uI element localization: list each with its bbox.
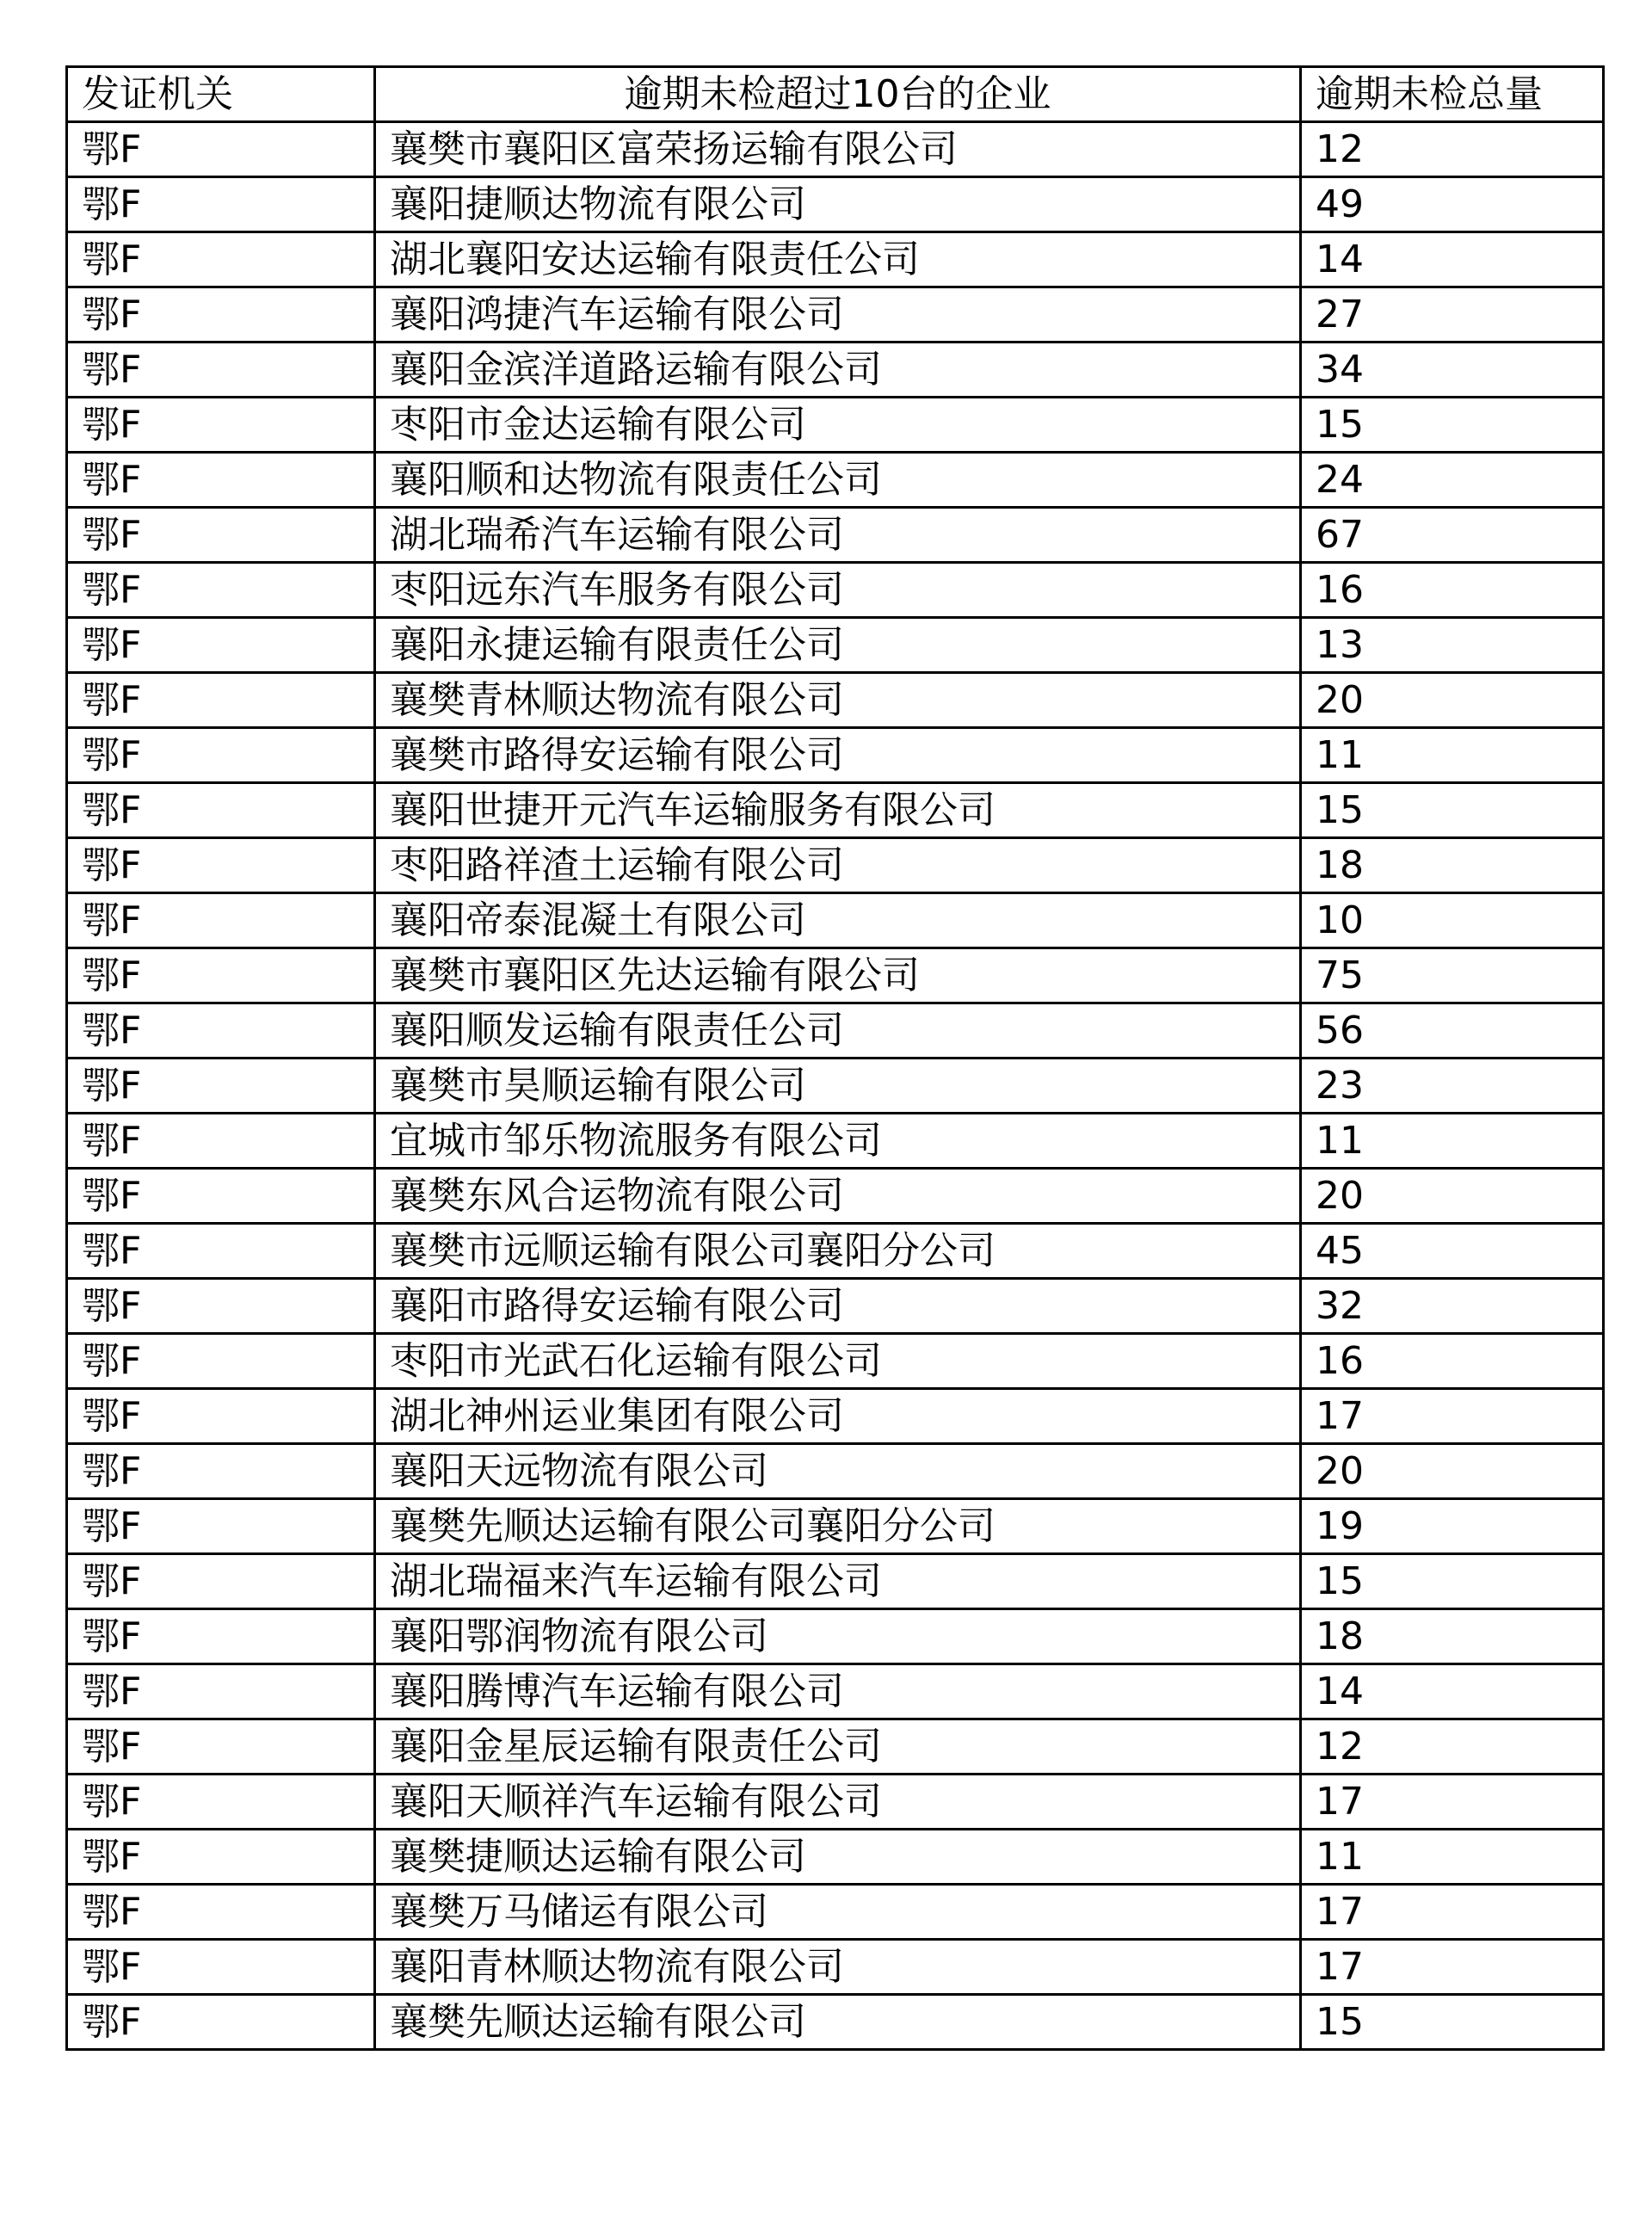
cell-authority: 鄂F (67, 838, 375, 893)
cell-authority: 鄂F (67, 1499, 375, 1554)
cell-company: 襄阳顺和达物流有限责任公司 (375, 453, 1301, 508)
cell-company: 襄阳市路得安运输有限公司 (375, 1279, 1301, 1334)
cell-authority: 鄂F (67, 948, 375, 1003)
table-row (67, 398, 1604, 453)
cell-total: 19 (1301, 1499, 1604, 1554)
table-row (67, 783, 1604, 838)
cell-total: 15 (1301, 398, 1604, 453)
table-row (67, 177, 1604, 232)
cell-company: 襄阳鄂润物流有限公司 (375, 1609, 1301, 1664)
cell-authority: 鄂F (67, 398, 375, 453)
table-row (67, 728, 1604, 783)
cell-total: 20 (1301, 1444, 1604, 1499)
cell-authority: 鄂F (67, 618, 375, 673)
cell-company: 湖北瑞福来汽车运输有限公司 (375, 1554, 1301, 1609)
cell-authority: 鄂F (67, 1059, 375, 1114)
cell-company: 枣阳远东汽车服务有限公司 (375, 563, 1301, 618)
cell-company: 襄阳金滨洋道路运输有限公司 (375, 343, 1301, 398)
cell-authority: 鄂F (67, 673, 375, 728)
header-company: 逾期未检超过10台的企业 (375, 67, 1301, 122)
cell-authority: 鄂F (67, 563, 375, 618)
cell-total: 11 (1301, 728, 1604, 783)
cell-company: 襄樊市路得安运输有限公司 (375, 728, 1301, 783)
cell-authority: 鄂F (67, 508, 375, 563)
cell-total: 10 (1301, 893, 1604, 948)
table-row (67, 563, 1604, 618)
cell-authority: 鄂F (67, 893, 375, 948)
table-row (67, 1885, 1604, 1940)
cell-authority: 鄂F (67, 1885, 375, 1940)
cell-authority: 鄂F (67, 1554, 375, 1609)
cell-total: 12 (1301, 122, 1604, 177)
cell-authority: 鄂F (67, 1444, 375, 1499)
cell-company: 襄阳帝泰混凝土有限公司 (375, 893, 1301, 948)
cell-total: 20 (1301, 673, 1604, 728)
cell-authority: 鄂F (67, 1169, 375, 1224)
cell-total: 18 (1301, 838, 1604, 893)
cell-company: 襄阳世捷开元汽车运输服务有限公司 (375, 783, 1301, 838)
cell-company: 襄阳天远物流有限公司 (375, 1444, 1301, 1499)
cell-company: 湖北瑞希汽车运输有限公司 (375, 508, 1301, 563)
cell-total: 15 (1301, 1995, 1604, 2050)
table-row (67, 343, 1604, 398)
cell-total: 56 (1301, 1003, 1604, 1059)
cell-authority: 鄂F (67, 232, 375, 287)
cell-total: 32 (1301, 1279, 1604, 1334)
cell-total: 11 (1301, 1830, 1604, 1885)
overdue-inspection-table (65, 65, 1605, 2051)
cell-company: 襄樊市远顺运输有限公司襄阳分公司 (375, 1224, 1301, 1279)
table-row (67, 122, 1604, 177)
cell-total: 49 (1301, 177, 1604, 232)
cell-authority: 鄂F (67, 177, 375, 232)
table-row (67, 1499, 1604, 1554)
cell-total: 27 (1301, 287, 1604, 343)
cell-company: 湖北神州运业集团有限公司 (375, 1389, 1301, 1444)
cell-company: 襄樊市襄阳区富荣扬运输有限公司 (375, 122, 1301, 177)
cell-authority: 鄂F (67, 1389, 375, 1444)
table-row (67, 1279, 1604, 1334)
cell-total: 17 (1301, 1775, 1604, 1830)
cell-company: 襄樊市襄阳区先达运输有限公司 (375, 948, 1301, 1003)
cell-company: 襄樊青林顺达物流有限公司 (375, 673, 1301, 728)
cell-total: 34 (1301, 343, 1604, 398)
table-row (67, 1059, 1604, 1114)
cell-authority: 鄂F (67, 1664, 375, 1719)
cell-total: 14 (1301, 232, 1604, 287)
table-row (67, 1444, 1604, 1499)
cell-authority: 鄂F (67, 343, 375, 398)
cell-company: 襄樊先顺达运输有限公司襄阳分公司 (375, 1499, 1301, 1554)
table-row (67, 948, 1604, 1003)
table-row (67, 673, 1604, 728)
cell-total: 67 (1301, 508, 1604, 563)
cell-authority: 鄂F (67, 1224, 375, 1279)
table-row (67, 1169, 1604, 1224)
cell-authority: 鄂F (67, 1775, 375, 1830)
cell-total: 18 (1301, 1609, 1604, 1664)
cell-total: 20 (1301, 1169, 1604, 1224)
cell-authority: 鄂F (67, 1334, 375, 1389)
cell-authority: 鄂F (67, 122, 375, 177)
cell-authority: 鄂F (67, 287, 375, 343)
table-row (67, 1830, 1604, 1885)
cell-company: 宜城市邹乐物流服务有限公司 (375, 1114, 1301, 1169)
cell-authority: 鄂F (67, 1940, 375, 1995)
cell-company: 枣阳路祥渣土运输有限公司 (375, 838, 1301, 893)
cell-company: 襄阳腾博汽车运输有限公司 (375, 1664, 1301, 1719)
cell-company: 襄阳永捷运输有限责任公司 (375, 618, 1301, 673)
cell-authority: 鄂F (67, 1719, 375, 1775)
cell-authority: 鄂F (67, 1003, 375, 1059)
table-row (67, 1664, 1604, 1719)
cell-authority: 鄂F (67, 1995, 375, 2050)
header-total: 逾期未检总量 (1301, 67, 1604, 122)
cell-company: 襄樊市昊顺运输有限公司 (375, 1059, 1301, 1114)
cell-total: 16 (1301, 563, 1604, 618)
cell-company: 枣阳市光武石化运输有限公司 (375, 1334, 1301, 1389)
cell-total: 12 (1301, 1719, 1604, 1775)
cell-total: 17 (1301, 1940, 1604, 1995)
cell-authority: 鄂F (67, 1609, 375, 1664)
cell-authority: 鄂F (67, 1830, 375, 1885)
table-header-row (67, 67, 1604, 122)
cell-total: 16 (1301, 1334, 1604, 1389)
cell-company: 湖北襄阳安达运输有限责任公司 (375, 232, 1301, 287)
table-row (67, 287, 1604, 343)
cell-total: 15 (1301, 783, 1604, 838)
cell-company: 襄阳捷顺达物流有限公司 (375, 177, 1301, 232)
cell-total: 17 (1301, 1389, 1604, 1444)
table-row (67, 1389, 1604, 1444)
table-row (67, 1114, 1604, 1169)
table-row (67, 508, 1604, 563)
cell-company: 襄阳金星辰运输有限责任公司 (375, 1719, 1301, 1775)
cell-company: 襄阳天顺祥汽车运输有限公司 (375, 1775, 1301, 1830)
header-authority: 发证机关 (67, 67, 375, 122)
cell-authority: 鄂F (67, 1279, 375, 1334)
cell-company: 襄樊东风合运物流有限公司 (375, 1169, 1301, 1224)
cell-total: 15 (1301, 1554, 1604, 1609)
cell-total: 11 (1301, 1114, 1604, 1169)
cell-total: 24 (1301, 453, 1604, 508)
cell-total: 23 (1301, 1059, 1604, 1114)
cell-authority: 鄂F (67, 783, 375, 838)
cell-company: 襄阳鸿捷汽车运输有限公司 (375, 287, 1301, 343)
cell-authority: 鄂F (67, 453, 375, 508)
cell-total: 75 (1301, 948, 1604, 1003)
table-row (67, 1719, 1604, 1775)
cell-total: 17 (1301, 1885, 1604, 1940)
cell-total: 13 (1301, 618, 1604, 673)
table-row (67, 232, 1604, 287)
cell-company: 枣阳市金达运输有限公司 (375, 398, 1301, 453)
cell-company: 襄阳顺发运输有限责任公司 (375, 1003, 1301, 1059)
cell-company: 襄樊先顺达运输有限公司 (375, 1995, 1301, 2050)
table-row (67, 618, 1604, 673)
table-row (67, 1554, 1604, 1609)
cell-total: 45 (1301, 1224, 1604, 1279)
table-row (67, 1224, 1604, 1279)
cell-authority: 鄂F (67, 1114, 375, 1169)
table-row (67, 1775, 1604, 1830)
table-row (67, 1609, 1604, 1664)
table-row (67, 1003, 1604, 1059)
cell-company: 襄樊万马储运有限公司 (375, 1885, 1301, 1940)
cell-total: 14 (1301, 1664, 1604, 1719)
cell-company: 襄阳青林顺达物流有限公司 (375, 1940, 1301, 1995)
cell-authority: 鄂F (67, 728, 375, 783)
table-row (67, 893, 1604, 948)
table-row (67, 1334, 1604, 1389)
table-row (67, 1940, 1604, 1995)
table-row (67, 453, 1604, 508)
cell-company: 襄樊捷顺达运输有限公司 (375, 1830, 1301, 1885)
table-body (67, 122, 1604, 2050)
table-row (67, 838, 1604, 893)
table-row (67, 1995, 1604, 2050)
